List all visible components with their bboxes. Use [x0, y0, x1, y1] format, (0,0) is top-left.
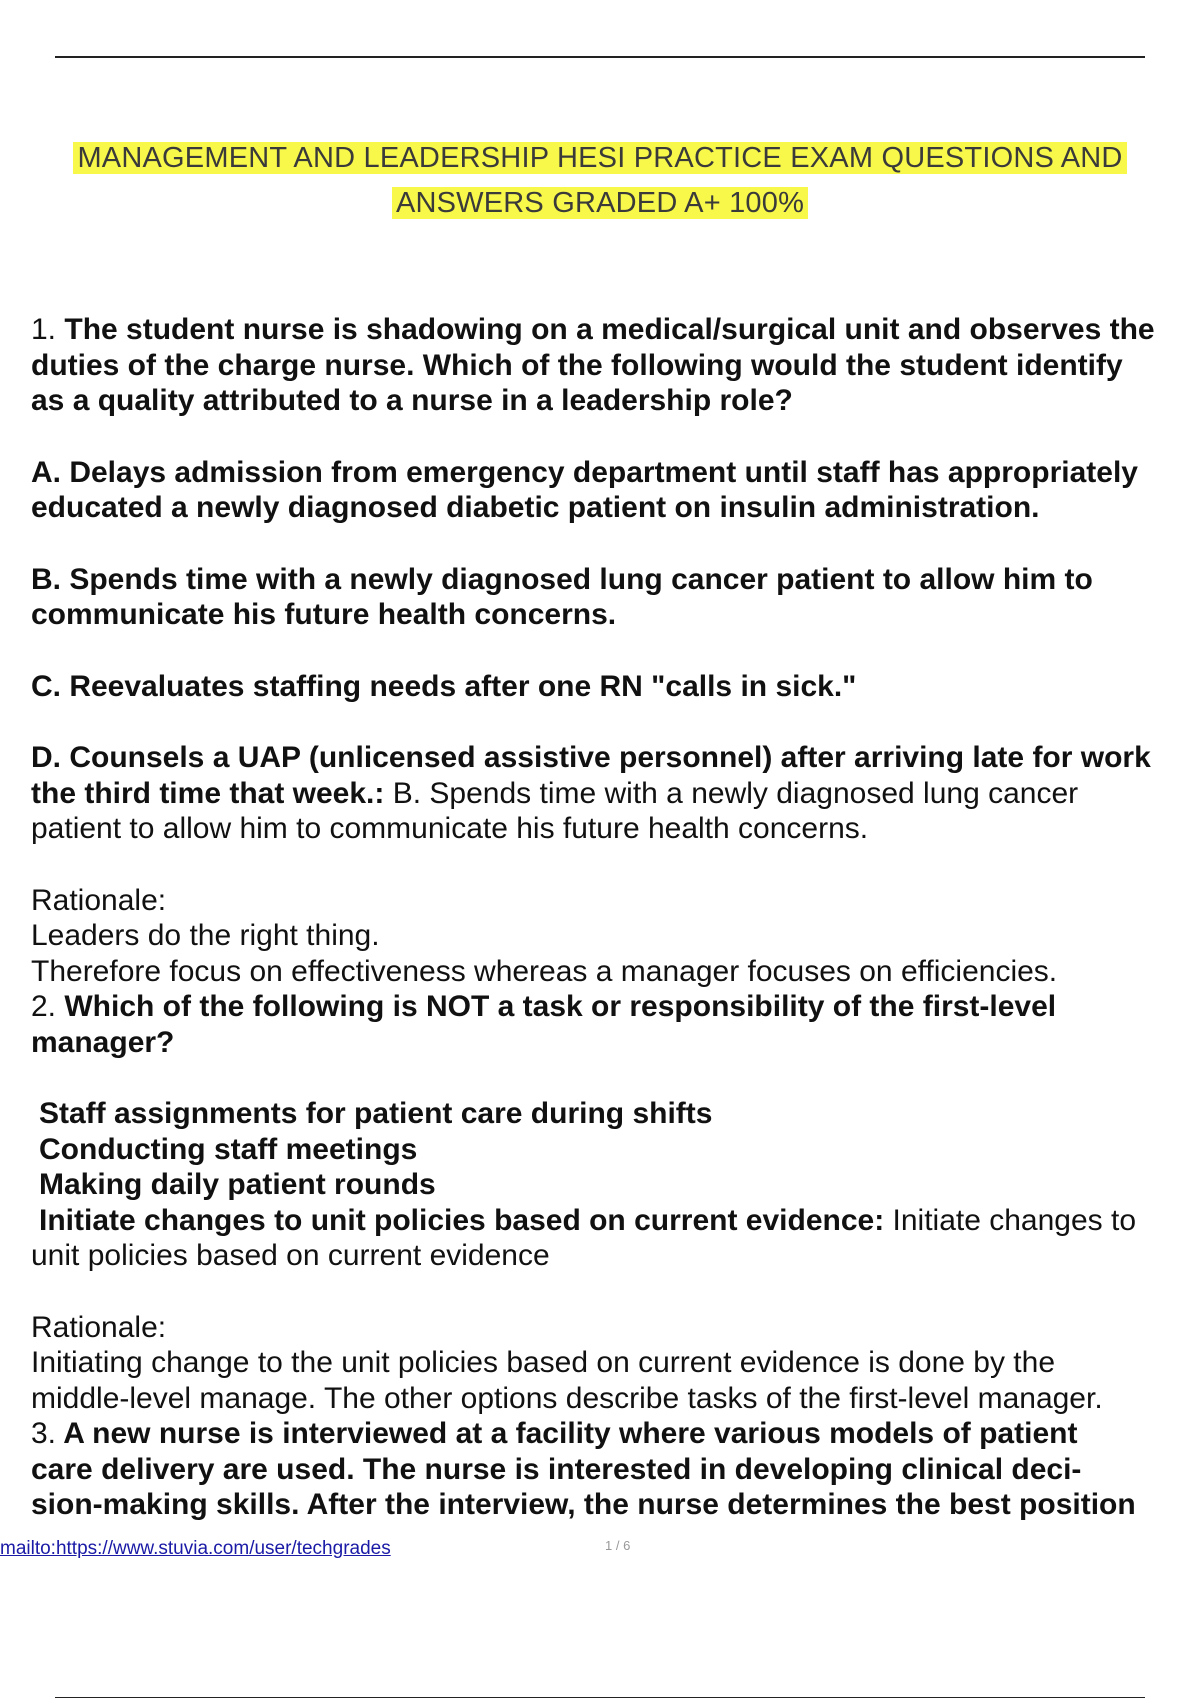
stem-line: Which of the following is NOT a task or responsibility of the first-level	[56, 990, 1057, 1023]
document-title	[0, 136, 1200, 226]
option-item: Conducting staff meetings	[39, 1132, 418, 1166]
rationale-line: Therefore focus on effectiveness whereas a manager focuses on efficiencies.	[31, 954, 1058, 988]
question-number: 1.	[31, 313, 57, 346]
document-body	[31, 312, 1200, 1523]
option-d: D. Counsels a UAP (unlicensed assistive personnel) after arriving late for work	[31, 741, 1151, 774]
stem-line: The student nurse is shadowing on a medical/surgical unit and observes the	[56, 313, 1155, 346]
bottom-rule	[55, 1697, 1145, 1698]
stem-line: sion-making skills. After the interview, the nurse determines the best position	[31, 1488, 1136, 1521]
rationale-label: Rationale:	[31, 1310, 167, 1344]
answer-text-cont: patient to allow him to communicate his future health concerns.	[31, 812, 869, 845]
option-d-and-answer	[31, 776, 1200, 812]
footer-mailto-link[interactable]: mailto:https://www.stuvia.com/user/techgrades	[0, 1538, 391, 1559]
option-a-cont: educated a newly diagnosed diabetic patient on insulin administration.	[31, 491, 1040, 524]
answer-text: B. Spends time with a newly diagnosed lung cancer	[384, 776, 1079, 810]
stem-line: A new nurse is interviewed at a facility where various models of patient	[56, 1417, 1078, 1450]
question-1-stem	[31, 312, 1200, 348]
stem-line: manager?	[31, 1025, 175, 1059]
rationale-line: Leaders do the right thing.	[31, 919, 380, 952]
title-line-1: MANAGEMENT AND LEADERSHIP HESI PRACTICE EXAM QUESTIONS AND	[73, 142, 1126, 174]
option-item: Making daily patient rounds	[39, 1168, 436, 1201]
title-line-2: ANSWERS GRADED A+ 100%	[392, 187, 808, 219]
answer-text: Initiate changes to	[884, 1203, 1137, 1237]
last-option-and-answer	[31, 1203, 1200, 1239]
question-3-stem	[31, 1416, 1200, 1452]
rationale-label: Rationale:	[31, 883, 167, 917]
option-d-cont: the third time that week.:	[31, 776, 385, 810]
stem-line: as a quality attributed to a nurse in a leadership role?	[31, 384, 793, 417]
top-rule	[55, 56, 1145, 58]
option-item: Initiate changes to unit policies based on current evidence:	[39, 1203, 885, 1237]
option-a: A. Delays admission from emergency department until staff has appropriately	[31, 455, 1138, 489]
question-number: 2.	[31, 990, 57, 1023]
stem-line: care delivery are used. The nurse is interested in developing clinical deci-	[31, 1452, 1082, 1486]
question-number: 3.	[31, 1417, 57, 1450]
stem-line: duties of the charge nurse. Which of the following would the student identify	[31, 348, 1123, 382]
option-item: Staff assignments for patient care during shifts	[39, 1097, 713, 1130]
page-number: 1 / 6	[605, 1538, 631, 1553]
rationale-line: Initiating change to the unit policies based on current evidence is done by the	[31, 1346, 1056, 1379]
rationale-line: middle-level manage. The other options describe tasks of the first-level manager.	[31, 1381, 1103, 1415]
question-2-stem	[31, 989, 1200, 1025]
answer-text-cont: unit policies based on current evidence	[31, 1239, 550, 1272]
option-c: C. Reevaluates staffing needs after one RN "calls in sick."	[31, 669, 857, 703]
option-b-cont: communicate his future health concerns.	[31, 598, 617, 631]
option-b: B. Spends time with a newly diagnosed lung cancer patient to allow him to	[31, 562, 1093, 596]
